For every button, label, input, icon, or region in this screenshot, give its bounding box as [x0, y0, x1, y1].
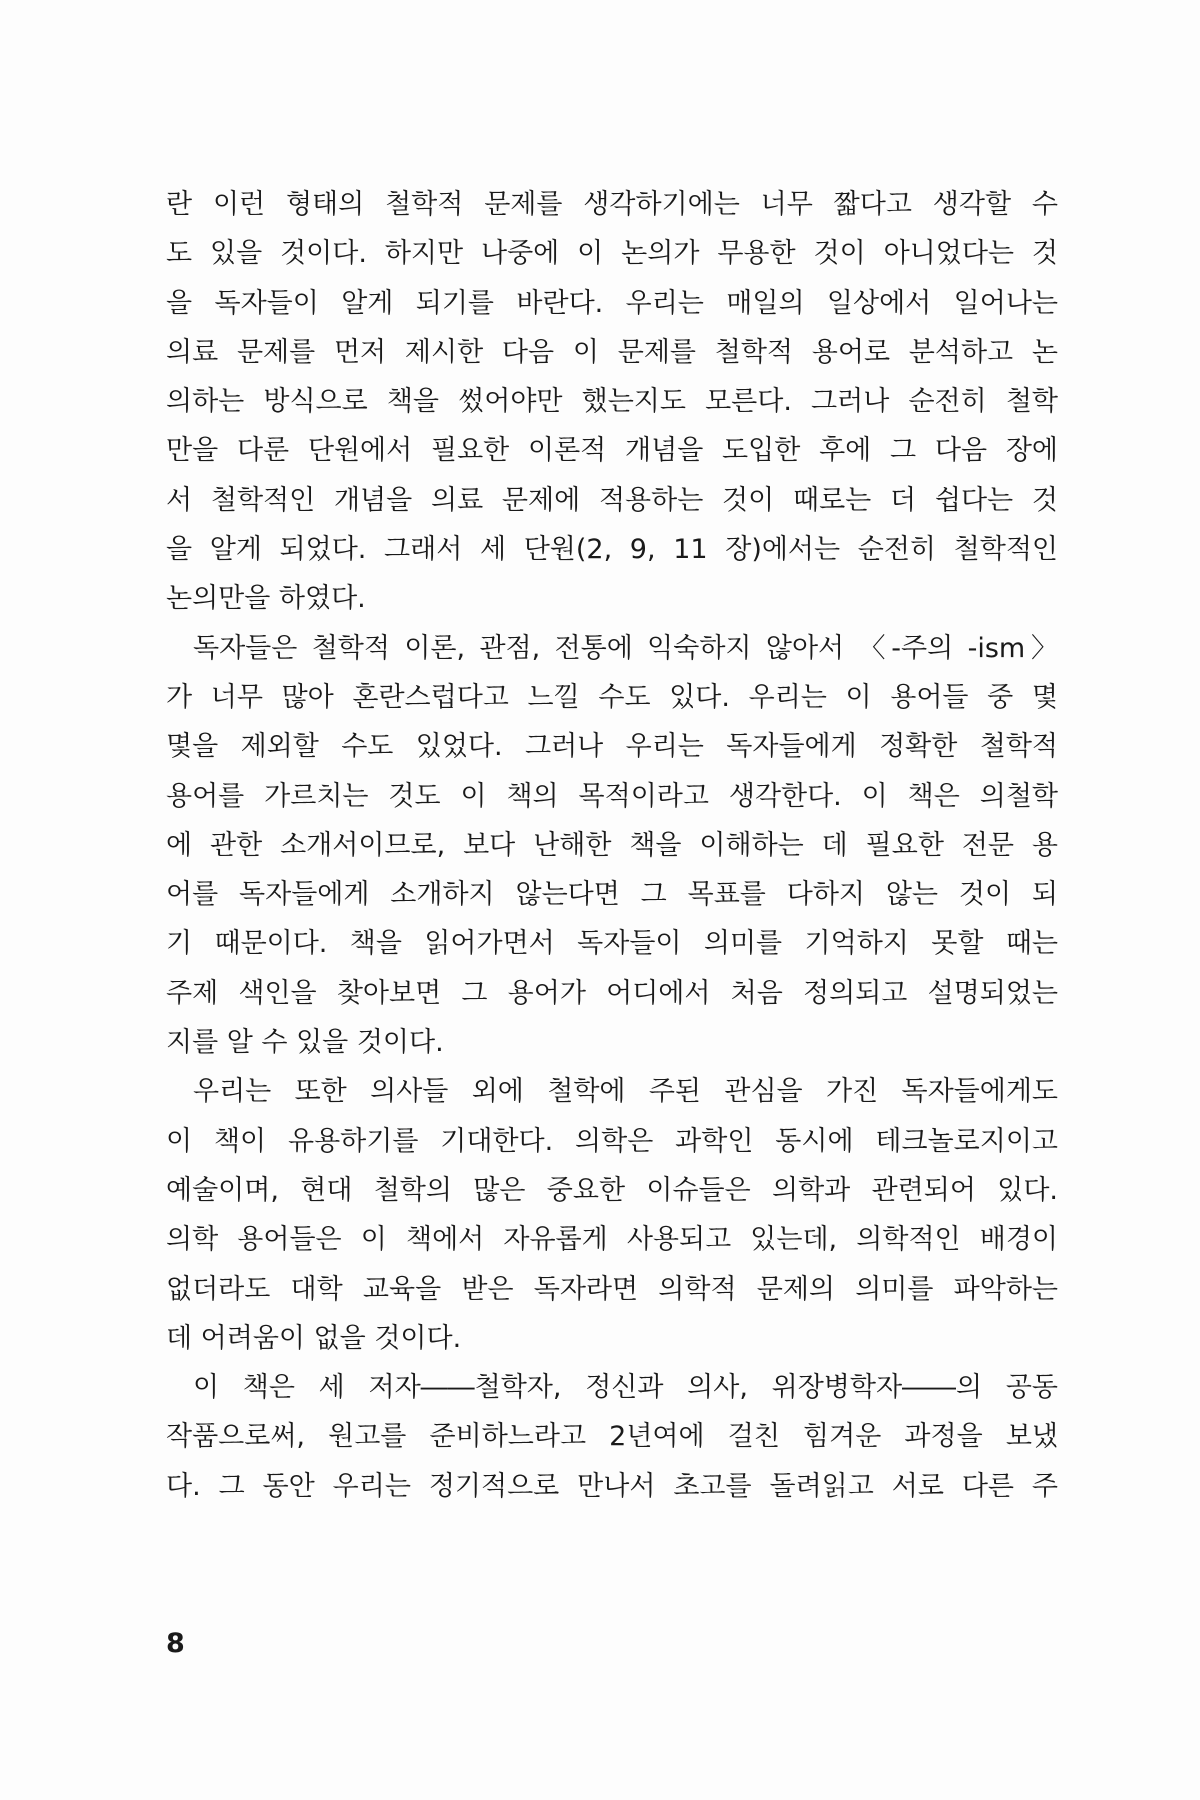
text-line: 논의만을 하였다.: [166, 583, 366, 615]
text-line: 주제 색인을 찾아보면 그 용어가 어디에서 처음 정의되고 설명되었는: [166, 977, 1058, 1009]
text-line: 독자들은 철학적 이론, 관점, 전통에 익숙하지 않아서 〈-주의 -ism〉: [193, 632, 1058, 664]
paragraph: [166, 180, 1058, 624]
text-line: 만을 다룬 단원에서 필요한 이론적 개념을 도입한 후에 그 다음 장에: [166, 435, 1058, 467]
text-line: 이 책이 유용하기를 기대한다. 의학은 과학인 동시에 테크놀로지이고: [166, 1125, 1058, 1157]
text-line: 도 있을 것이다. 하지만 나중에 이 논의가 무용한 것이 아니었다는 것: [166, 238, 1058, 270]
body-text: [166, 180, 1058, 1511]
text-line: 가 너무 많아 혼란스럽다고 느낄 수도 있다. 우리는 이 용어들 중 몇: [166, 681, 1058, 713]
paragraph: [166, 624, 1058, 1068]
text-line: 에 관한 소개서이므로, 보다 난해한 책을 이해하는 데 필요한 전문 용: [166, 829, 1058, 861]
text-line: 다. 그 동안 우리는 정기적으로 만나서 초고를 돌려읽고 서로 다른 주: [166, 1470, 1058, 1502]
text-line: 작품으로써, 원고를 준비하느라고 2년여에 걸친 힘겨운 과정을 보냈: [166, 1421, 1058, 1453]
text-line: 의하는 방식으로 책을 썼어야만 했는지도 모른다. 그러나 순전히 철학: [166, 386, 1058, 418]
text-line: 란 이런 형태의 철학적 문제를 생각하기에는 너무 짧다고 생각할 수: [166, 189, 1058, 220]
text-line: 데 어려움이 없을 것이다.: [166, 1322, 462, 1354]
text-line: 지를 알 수 있을 것이다.: [166, 1027, 444, 1059]
text-line: 어를 독자들에게 소개하지 않는다면 그 목표를 다하지 않는 것이 되: [166, 879, 1058, 911]
text-line: 을 독자들이 알게 되기를 바란다. 우리는 매일의 일상에서 일어나는: [166, 287, 1058, 319]
text-line: 용어를 가르치는 것도 이 책의 목적이라고 생각한다. 이 책은 의철학: [166, 780, 1058, 812]
text-line: 우리는 또한 의사들 외에 철학에 주된 관심을 가진 독자들에게도: [193, 1076, 1058, 1108]
text-line: 몇을 제외할 수도 있었다. 그러나 우리는 독자들에게 정확한 철학적: [166, 731, 1058, 763]
text-line: 의료 문제를 먼저 제시한 다음 이 문제를 철학적 용어로 분석하고 논: [166, 336, 1058, 368]
paragraph: [166, 1363, 1058, 1511]
text-line: 이 책은 세 저자――철학자, 정신과 의사, 위장병학자――의 공동: [193, 1372, 1058, 1404]
text-line: 을 알게 되었다. 그래서 세 단원(2, 9, 11 장)에서는 순전히 철학적인: [166, 534, 1058, 566]
text-line: 예술이며, 현대 철학의 많은 중요한 이슈들은 의학과 관련되어 있다.: [166, 1174, 1058, 1206]
text-line: 기 때문이다. 책을 읽어가면서 독자들이 의미를 기억하지 못할 때는: [166, 928, 1058, 960]
paragraph: [166, 1067, 1058, 1363]
text-line: 서 철학적인 개념을 의료 문제에 적용하는 것이 때로는 더 쉽다는 것: [166, 484, 1058, 516]
page-number: 8: [166, 1628, 185, 1659]
text-line: 없더라도 대학 교육을 받은 독자라면 의학적 문제의 의미를 파악하는: [166, 1273, 1058, 1305]
text-line: 의학 용어들은 이 책에서 자유롭게 사용되고 있는데, 의학적인 배경이: [166, 1224, 1058, 1256]
